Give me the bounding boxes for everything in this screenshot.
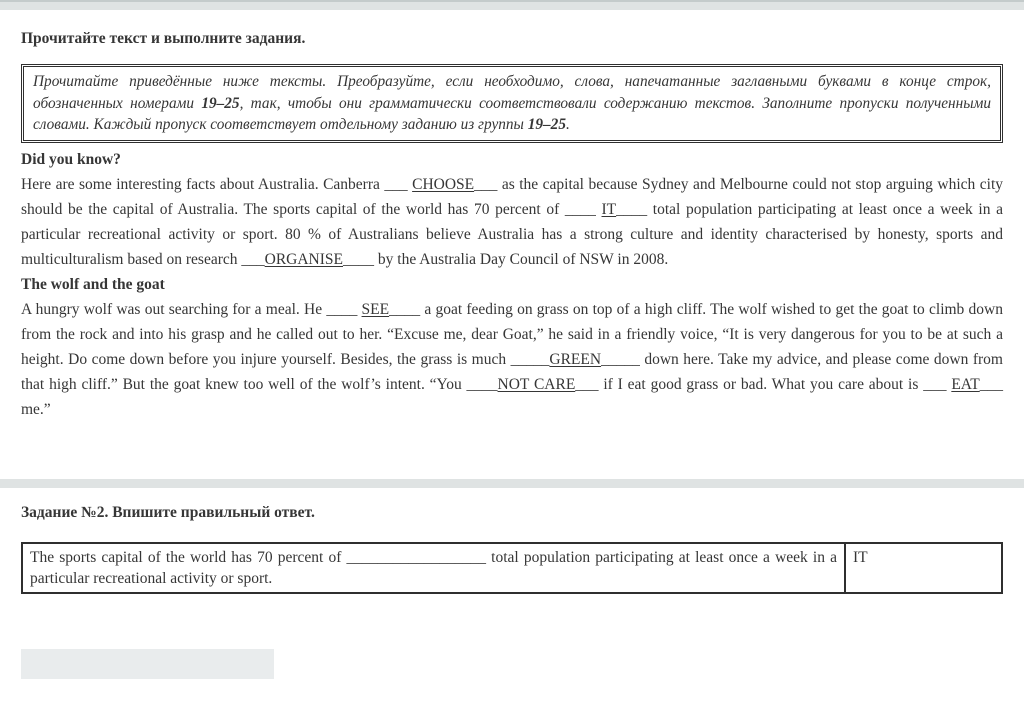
keyword-blank: IT (601, 200, 617, 218)
text-segment: ___ (241, 250, 265, 268)
text-segment: as the capital because Sydney and Melbourne could not stop arguing which city should be the capital of Australia. The sports capital of the world has 70 percent of (21, 175, 1004, 218)
text-segment: down here. Take my advice, and please come down from that high cliff.” But the goat knew too well of the wolf’s intent. “You (21, 350, 1003, 393)
text-segment: _____ (601, 350, 640, 368)
text-segment: ___ (923, 375, 952, 393)
answer-input[interactable] (21, 649, 274, 679)
text-segment: ____ (343, 250, 375, 268)
keyword-blank: GREEN (549, 350, 602, 368)
text-segment: ____ (466, 375, 498, 393)
text-segment: ___ (384, 175, 413, 193)
text-segment: . (565, 116, 570, 133)
instruction-box (21, 64, 1003, 143)
keyword-blank: EAT (951, 375, 980, 393)
text-segment: ___ (575, 375, 599, 393)
text-segment: ___ (474, 175, 498, 193)
reading-section-heading: Прочитайте текст и выполните задания. (21, 30, 306, 47)
page-top-band (0, 0, 1024, 10)
text-segment: ____ (564, 200, 602, 218)
text-segment: _____ (510, 350, 550, 368)
keyword-blank: CHOOSE (412, 175, 475, 193)
text-segment: ___ (979, 375, 1003, 393)
text-segment: Here are some interesting facts about Australia. Canberra (21, 175, 385, 193)
text1-paragraph (21, 172, 1003, 272)
task2-section (0, 488, 1024, 725)
task2-keyword-cell: IT (845, 543, 1002, 593)
keyword-blank: NOT CARE (497, 375, 576, 393)
table-row (22, 543, 1002, 593)
text-segment: ____ (389, 300, 421, 318)
text-segment: ____ (326, 300, 362, 318)
reading-section (0, 10, 1024, 479)
section-divider (0, 479, 1024, 488)
bold-text-segment: 19–25 (201, 94, 240, 112)
text-segment: if I eat good grass or bad. What you care about is (598, 375, 924, 393)
bold-text-segment: 19–25 (527, 116, 566, 133)
task2-question-cell: The sports capital of the world has 70 percent of __________________ total population participating at least once a week in a particular recreational activity or sport. (22, 543, 845, 593)
instruction-text (33, 71, 991, 136)
text2-paragraph (21, 297, 1003, 422)
keyword-blank: ORGANISE (264, 250, 344, 268)
text-segment: a goat feeding on grass on top of a high cliff. The wolf wished to get the goat to climb down from the rock and into his grasp and he called out to her. “Excuse me, dear Goat,” he said in a friendly voice, “It is very dangerous for you to be at such a height. Do come down before you injure yourself. Besides, the grass is much (21, 300, 1003, 368)
text-segment: by the Australia Day Council of NSW in 2008. (374, 250, 669, 268)
text1-heading: Did you know? (21, 150, 121, 168)
text-segment: total population participating at least once a week in a particular recreational activity or sport. 80 % of Australians believe Australia has a strong culture and identity characterised by honesty, sports and multiculturalism based on research (21, 200, 1003, 268)
text2-heading: The wolf and the goat (21, 275, 165, 293)
text-segment: A hungry wolf was out searching for a meal. He (21, 300, 327, 318)
task2-table (21, 542, 1003, 594)
text-segment: Прочитайте приведённые ниже тексты. Преобразуйте, если необходимо, слова, напечатанные заглавными буквами в конце строк, обозначенных номерами (33, 73, 991, 112)
keyword-blank: SEE (361, 300, 390, 318)
task2-heading: Задание №2. Впишите правильный ответ. (21, 504, 315, 521)
text-segment: ____ (616, 200, 648, 218)
text-segment: , так, чтобы они грамматически соответствовали содержанию текстов. Заполните пропуски полученными словами. Каждый пропуск соответствует отдельному заданию из группы (33, 94, 991, 133)
text-segment: me.” (21, 400, 51, 418)
